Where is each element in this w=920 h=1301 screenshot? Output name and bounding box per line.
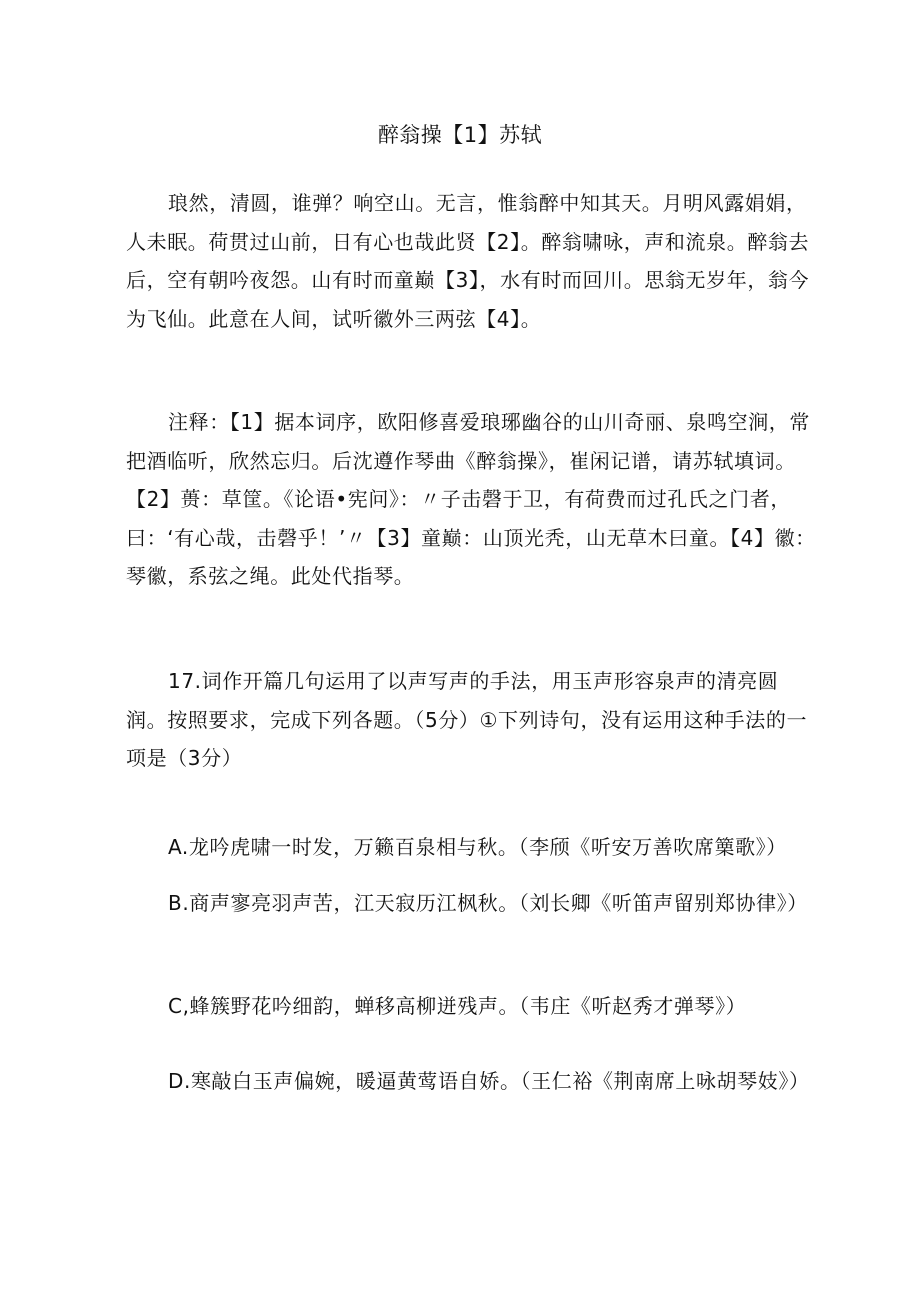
poem-title: 醉翁操【1】苏轼 bbox=[377, 123, 543, 147]
option-b: B.商声寥亮羽声苦，江天寂历江枫秋。（刘长卿《听笛声留别郑协律》） bbox=[168, 891, 808, 915]
option-d: D.寒敲白玉声偏婉，暖逼黄莺语自娇。（王仁裕《荆南席上咏胡琴妓》） bbox=[168, 1069, 810, 1093]
poem-text: 琅然，清圆，谁弹？响空山。无言，惟翁醉中知其天。月明风露娟娟，人未眠。荷贯过山前，日有心也哉此贤【2】。醉翁啸咏，声和流泉。醉翁去后，空有朝吟夜怨。山有时而童巅【3】，水有时而回川。思翁无岁年，翁今为飞仙。此意在人间，试听徽外三两弦【4】。 bbox=[126, 191, 810, 331]
question-17: 17.词作开篇几句运用了以声写声的手法，用玉声形容泉声的清亮圆润。按照要求，完成下列各题。（5分）①下列诗句，没有运用这种手法的一项是（3分） bbox=[126, 669, 808, 770]
annotation-notes: 注释：【1】据本词序，欧阳修喜爱琅琊幽谷的山川奇丽、泉鸣空涧，常把酒临听，欣然忘归。后沈遵作琴曲《醉翁操》，崔闲记谱，请苏轼填词。【2】蒉：草筐。《论语•宪问》：〃子击磬于卫，有荷费而过孔氏之门者，曰：‘有心哉，击磬乎！’〃【3】童巅：山顶光秃，山无草木曰童。【4】徽：琴徽，系弦之绳。此处代指琴。 bbox=[126, 410, 816, 588]
option-c: C,蜂簇野花吟细韵，蝉移高柳迸残声。（韦庄《听赵秀才弹琴》） bbox=[168, 994, 747, 1018]
option-a: A.龙吟虎啸一时发，万籁百泉相与秋。（李颀《听安万善吹席篥歌》） bbox=[168, 835, 787, 859]
